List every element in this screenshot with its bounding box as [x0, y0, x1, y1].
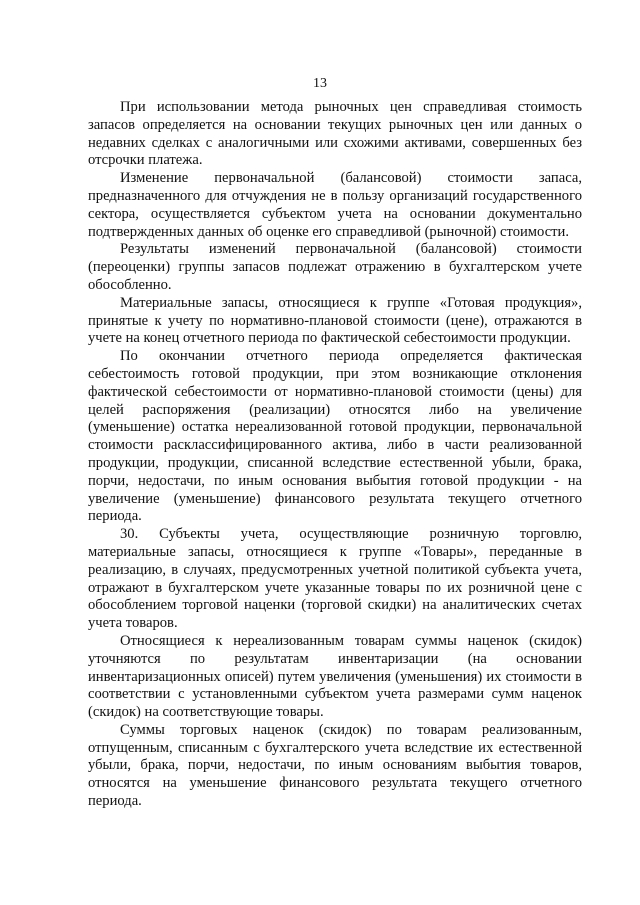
paragraph-unsold-goods-markups: Относящиеся к нереализованным товарам суммы наценок (скидок) уточняются по результатам инвентаризации (на основании инвентаризационных описей) путем увеличения (уменьшения) их стоимости в соответствии с установленными субъектом учета размерами сумм наценок (скидок) на соответствующие товары. — [88, 632, 582, 721]
paragraph-30-retail-goods: 30. Субъекты учета, осуществляющие розничную торговлю, материальные запасы, относящиеся к группе «Товары», переданные в реализацию, в случаях, предусмотренных учетной политикой субъекта учета, отражают в бухгалтерском учете указанные товары по их розничной цене с обособлением торговой наценки (торговой скидки) на аналитических счетах учета товаров. — [88, 526, 582, 632]
paragraph-revaluation-results: Результаты изменений первоначальной (балансовой) стоимости (переоценки) группы запасов подлежат отражению в бухгалтерском учете обособленно. — [88, 241, 582, 293]
paragraph-market-price-method: При использовании метода рыночных цен справедливая стоимость запасов определяется на основании текущих рыночных цен или данных о недавних сделках с аналогичными или схожими активами, совершенных без отсрочки платежа. — [88, 99, 582, 169]
paragraph-period-end-deviations: По окончании отчетного периода определяется фактическая себестоимость готовой продукции, при этом возникающие отклонения фактической себестоимости от нормативно-плановой стоимости (цены) для целей распоряжения (реализации) относятся либо на увеличение (уменьшение) остатка нереализованной готовой продукции, первоначальной стоимости расклассифицированного актива, либо в части реализованной продукции, продукции, списанной вследствие естественной убыли, брака, порчи, недостачи, по иным основания выбытия готовой продукции - на увеличение (уменьшение) финансового результата текущего отчетного периода. — [88, 348, 582, 525]
body-text — [88, 99, 582, 811]
paragraph-sold-goods-markups: Суммы торговых наценок (скидок) по товарам реализованным, отпущенным, списанным с бухгалтерского учета вследствие их естественной убыли, брака, порчи, недостачи, по иным основаниям выбытия товаров, относятся на уменьшение финансового результата текущего отчетного периода. — [88, 721, 582, 810]
paragraph-finished-products: Материальные запасы, относящиеся к группе «Готовая продукция», принятые к учету по нормативно-плановой стоимости (цене), отражаются в учете на конец отчетного периода по фактической себестоимости продукции. — [88, 294, 582, 347]
page-number: 13 — [313, 76, 327, 91]
paragraph-initial-cost-change: Изменение первоначальной (балансовой) стоимости запаса, предназначенного для отчуждения не в пользу организаций государственного сектора, осуществляется субъектом учета на основании документально подтвержденных данных об оценке его справедливой (рыночной) стоимости. — [88, 170, 582, 240]
